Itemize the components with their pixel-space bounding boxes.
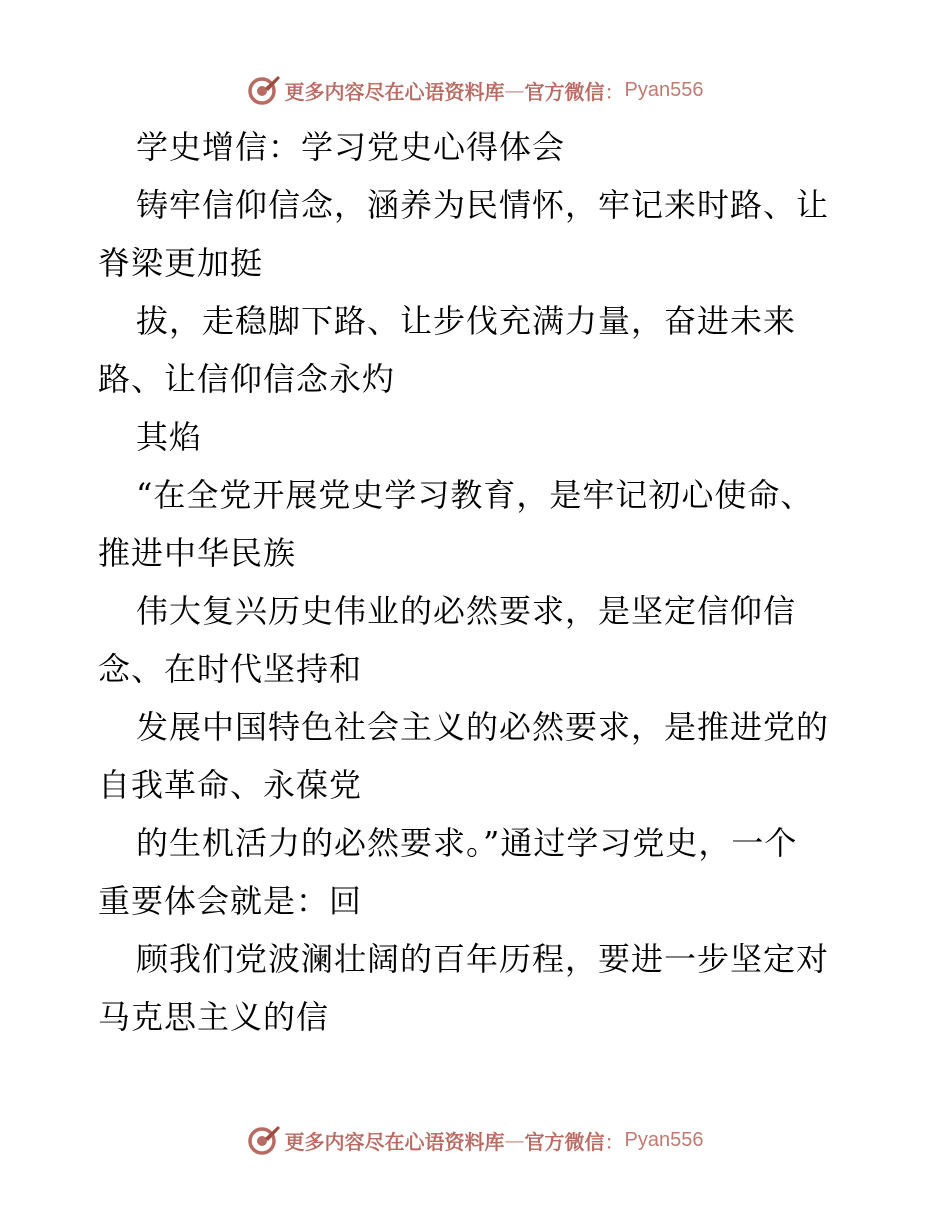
text-line: 重要体会就是：回: [98, 882, 363, 920]
text-line: 路、让信仰信念永灼: [98, 360, 396, 398]
banner-wechat-id: Pyan556: [624, 78, 704, 101]
banner-wechat-id: Pyan556: [624, 1128, 704, 1151]
text-line: 顾我们党波澜壮阔的百年历程，要进一步坚定对: [136, 940, 830, 978]
footer-banner: [0, 1120, 950, 1160]
text-line: 铸牢信仰信念，涵养为民情怀，牢记来时路、让: [136, 186, 830, 224]
banner-main-text: 更多内容尽在心语资料库: [284, 1129, 505, 1154]
text-line: 的生机活力的必然要求。”通过学习党史，一个: [136, 824, 798, 862]
circle-brush-logo-icon: [247, 73, 281, 107]
text-line: 发展中国特色社会主义的必然要求，是推进党的: [136, 708, 830, 746]
document-body: [98, 118, 858, 1046]
text-line: 伟大复兴历史伟业的必然要求，是坚定信仰信: [136, 592, 797, 630]
banner-main-text: 更多内容尽在心语资料库: [284, 79, 505, 104]
banner-colon: ：: [604, 1129, 625, 1154]
circle-brush-logo-icon: [247, 1123, 281, 1157]
text-line: 自我革命、永葆党: [98, 766, 363, 804]
text-line: 其焰: [136, 418, 203, 456]
text-line: “在全党开展党史学习教育，是牢记初心使命、: [136, 476, 814, 514]
text-line: 脊梁更加挺: [98, 244, 264, 282]
header-banner: [0, 70, 950, 110]
text-line: 推进中华民族: [98, 534, 297, 572]
banner-separator: —: [504, 1128, 525, 1152]
text-line: 拔，走稳脚下路、让步伐充满力量，奋进未来: [136, 302, 797, 340]
banner-colon: ：: [604, 79, 625, 104]
text-line: 学史增信：学习党史心得体会: [136, 128, 566, 166]
text-line: 马克思主义的信: [98, 998, 330, 1036]
banner-separator: —: [504, 78, 525, 102]
text-line: 念、在时代坚持和: [98, 650, 363, 688]
banner-wechat-label: 官方微信: [524, 79, 605, 104]
banner-wechat-label: 官方微信: [524, 1129, 605, 1154]
